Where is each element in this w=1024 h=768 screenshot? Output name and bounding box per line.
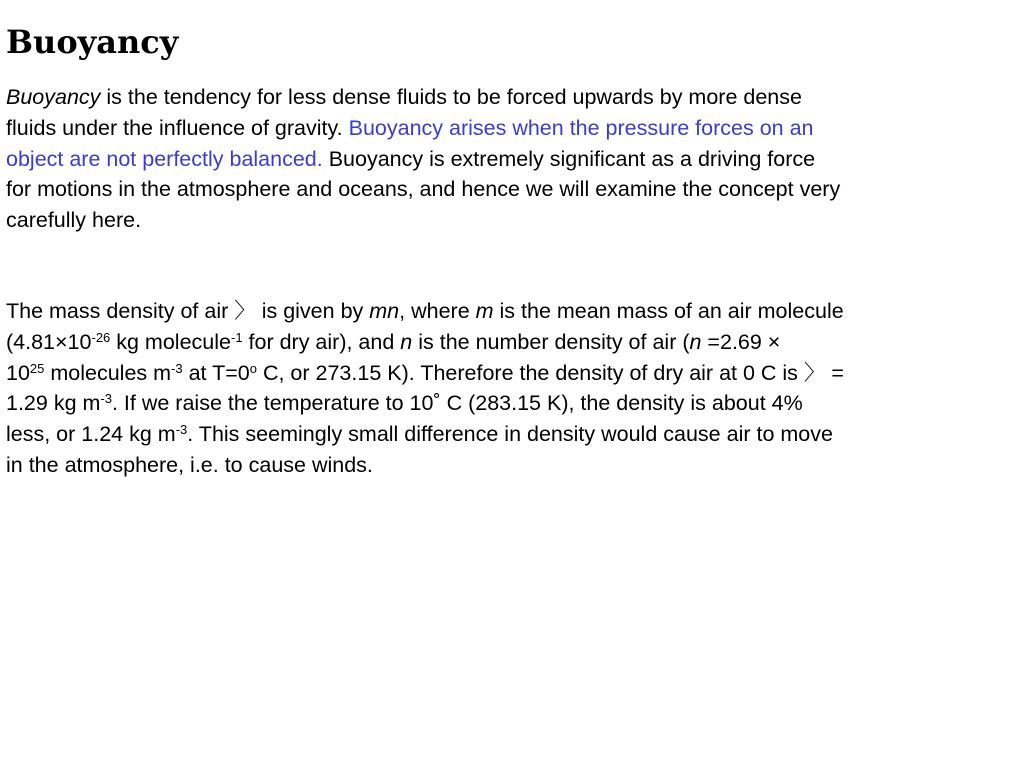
text-run: at T=0 xyxy=(182,360,250,385)
text-run: The mass density of air 〉 is given by xyxy=(6,299,370,323)
text-line xyxy=(6,82,1014,113)
text-run: fluids under the influence of gravity. xyxy=(6,115,349,140)
text-line xyxy=(6,358,1014,389)
superscript: -3 xyxy=(175,422,188,438)
text-run: molecules m xyxy=(44,360,172,385)
text-run: is the mean mass of an air molecule xyxy=(493,299,844,323)
superscript: -3 xyxy=(171,360,183,376)
text-run: kg molecule xyxy=(110,329,231,354)
text-line xyxy=(6,419,1014,450)
buoyancy-definition-paragraph xyxy=(6,82,1014,236)
highlighted-text: Buoyancy arises when the pressure forces on an xyxy=(348,115,814,140)
text-line: in the atmosphere, i.e. to cause winds. xyxy=(6,452,373,477)
term-buoyancy: Buoyancy xyxy=(6,85,101,109)
text-run: . This seemingly small difference in density would cause air to move xyxy=(187,422,833,447)
text-run: (4.81×10 xyxy=(6,329,92,354)
text-run: . If we raise the temperature to 10˚ C (283.15 K), the density is about 4% xyxy=(111,391,803,416)
superscript: o xyxy=(249,360,257,376)
text-run: is the number density of air ( xyxy=(412,329,690,354)
text-run: 10 xyxy=(6,360,30,385)
highlighted-text: object are not perfectly balanced. xyxy=(6,146,323,171)
symbol-m: m xyxy=(475,299,494,323)
text-line xyxy=(6,113,1014,144)
text-run: C, or 273.15 K). Therefore the density of dry air at 0 C is 〉 = xyxy=(256,360,844,385)
text-run: , where xyxy=(399,299,476,323)
text-line xyxy=(6,388,1014,419)
text-line xyxy=(6,327,1014,358)
superscript: -3 xyxy=(100,391,112,407)
symbol-n: n xyxy=(400,329,413,354)
text-line: carefully here. xyxy=(6,208,142,233)
text-run: is the tendency for less dense fluids to be forced upwards by more dense xyxy=(100,85,802,109)
text-run: Buoyancy is extremely significant as a driving force xyxy=(322,146,816,171)
superscript: -26 xyxy=(91,329,111,345)
text-run: =2.69 × xyxy=(701,329,781,354)
text-run: for dry air), and xyxy=(242,329,401,354)
superscript: -1 xyxy=(230,329,243,345)
text-line: for motions in the atmosphere and oceans, and hence we will examine the concept very xyxy=(6,177,841,202)
symbol-mn: mn xyxy=(369,299,400,323)
symbol-n: n xyxy=(689,329,702,354)
page-title: Buoyancy xyxy=(6,23,179,61)
text-line xyxy=(6,144,1014,175)
text-line xyxy=(6,296,1014,327)
text-run: less, or 1.24 kg m xyxy=(6,422,176,447)
text-run: 1.29 kg m xyxy=(6,391,101,416)
air-density-paragraph xyxy=(6,296,1014,481)
superscript: 25 xyxy=(29,360,45,376)
